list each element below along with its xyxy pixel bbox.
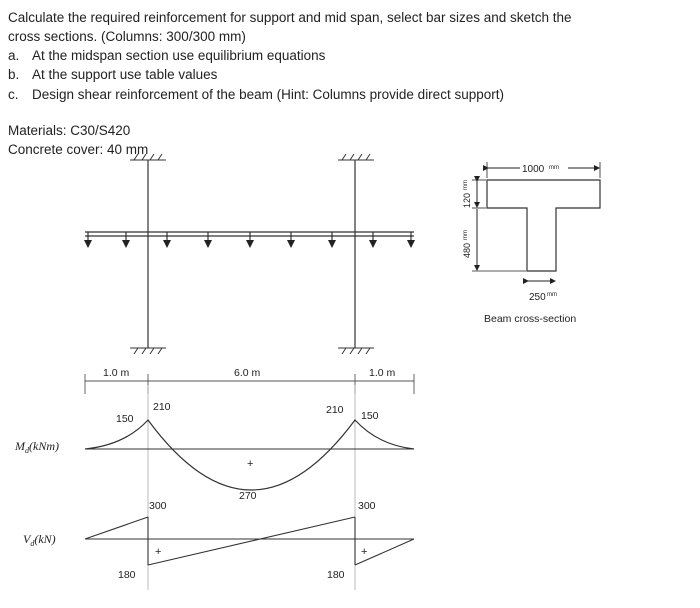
moment-axis-label: $M_d(kNm)$ [15, 439, 59, 455]
shear-left-cantilever [85, 517, 148, 539]
shear-sign-left: + [155, 546, 162, 558]
moment-right-cantilever-value: 150 [361, 410, 379, 422]
frame [85, 154, 414, 354]
item-b-label: b. [8, 67, 20, 82]
moment-midspan-value: 270 [239, 490, 257, 502]
support-guides [148, 385, 355, 590]
right-column-top-fixity [338, 154, 374, 160]
total-height-unit: mm [463, 230, 469, 240]
moment-curve [85, 420, 414, 490]
flange-thickness-unit: mm [463, 180, 469, 190]
flange-width-unit: mm [549, 165, 559, 171]
web-width-unit: mm [547, 292, 557, 298]
materials-line: Materials: C30/S420 [8, 123, 131, 138]
total-height-value: 480 [462, 242, 472, 258]
shear-right-bottom-value: 180 [327, 569, 345, 581]
item-b-text: At the support use table values [32, 67, 218, 82]
shear-right-top-value: 300 [358, 500, 376, 512]
shear-left-bottom-value: 180 [118, 569, 136, 581]
shear-main-span [148, 517, 355, 565]
flange-thickness-value: 120 [462, 192, 472, 208]
span-right-label: 1.0 m [369, 367, 396, 379]
distributed-load [88, 232, 411, 247]
left-column-top-fixity [130, 154, 166, 160]
moment-diagram [85, 420, 414, 490]
t-beam-cross-section [462, 161, 600, 325]
problem-line-1: Calculate the required reinforcement for support and mid span, select bar sizes and sketch the [8, 10, 572, 25]
moment-left-span-value: 210 [153, 401, 171, 413]
shear-left-top-value: 300 [149, 500, 167, 512]
moment-left-cantilever-value: 150 [116, 413, 134, 425]
problem-line-2: cross sections. (Columns: 300/300 mm) [8, 29, 246, 44]
left-column-base-fixity [130, 348, 166, 354]
right-column-base-fixity [338, 348, 374, 354]
item-a-text: At the midspan section use equilibrium equations [32, 48, 326, 63]
item-a-label: a. [8, 48, 20, 63]
shear-axis-label: $V_d(kN)$ [23, 532, 56, 548]
shear-sign-right: + [361, 546, 368, 558]
moment-sign: + [247, 458, 254, 470]
flange-width-value: 1000 [522, 164, 545, 175]
moment-right-span-value: 210 [326, 404, 344, 416]
t-beam-outline [487, 180, 600, 271]
span-left-label: 1.0 m [103, 367, 130, 379]
item-c-label: c. [8, 87, 19, 102]
span-mid-label: 6.0 m [234, 367, 261, 379]
item-c-text: Design shear reinforcement of the beam (Hint: Columns provide direct support) [32, 87, 504, 102]
cover-line: Concrete cover: 40 mm [8, 142, 149, 157]
web-width-value: 250 [529, 292, 546, 303]
cross-section-caption: Beam cross-section [484, 313, 577, 325]
